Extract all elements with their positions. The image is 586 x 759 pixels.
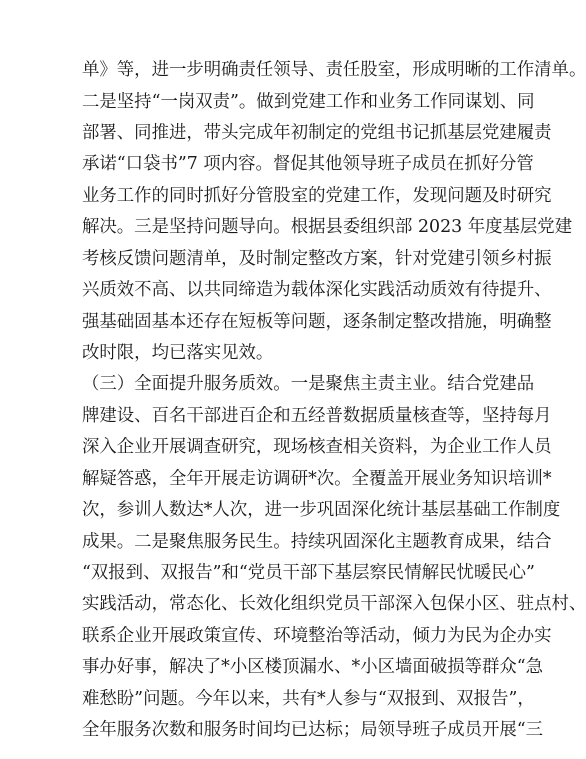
text-line: 全年服务次数和服务时间均已达标；局领导班子成员开展“三 <box>82 720 544 740</box>
text-line: 业务工作的同时抓好分管股室的党建工作，发现问题及时研究 <box>82 186 552 206</box>
text-line: 成果。二是聚焦服务民生。持续巩固深化主题教育成果，结合 <box>82 532 552 552</box>
text-line: 实践活动，常态化、长效化组织党员干部深入包保小区、驻点村、 <box>82 594 586 614</box>
text-line: 改时限，均已落实见效。 <box>82 343 274 363</box>
text-line: 部署、同推进，带头完成年初制定的党组书记抓基层党建履责 <box>82 123 552 143</box>
text-line: 难愁盼”问题。今年以来，共有*人参与“双报到、双报告”， <box>82 689 535 709</box>
text-line: 联系企业开展政策宣传、环境整治等活动，倾力为民为企办实 <box>82 626 552 646</box>
text-line: 二是坚持“一岗双责”。做到党建工作和业务工作同谋划、同 <box>82 92 535 112</box>
text-line: 强基础固基本还存在短板等问题，逐条制定整改措施，明确整 <box>82 312 552 332</box>
text-line: 次，参训人数达*人次，进一步巩固深化统计基层基础工作制度 <box>82 500 561 520</box>
text-line: 解疑答惑，全年开展走访调研*次。全覆盖开展业务知识培训* <box>82 469 552 489</box>
text-line: 解决。三是坚持问题导向。根据县委组织部 2023 年度基层党建 <box>82 217 573 237</box>
text-line: 承诺“口袋书”7 项内容。督促其他领导班子成员在抓好分管 <box>82 154 534 174</box>
text-line: “双报到、双报告”和“党员干部下基层察民情解民忧暖民心” <box>82 563 535 583</box>
text-line: 事办好事，解决了*小区楼顶漏水、*小区墙面破损等群众“急 <box>82 657 544 677</box>
text-line: 兴质效不高、以共同缔造为载体深化实践活动质效有待提升、 <box>82 280 552 300</box>
text-line: 牌建设、百名干部进百企和五经普数据质量核查等，坚持每月 <box>82 406 552 426</box>
section-heading-line: （三）全面提升服务质效。一是聚焦主责主业。结合党建品 <box>82 374 535 394</box>
text-line: 考核反馈问题清单，及时制定整改方案，针对党建引领乡村振 <box>82 249 552 269</box>
text-line: 深入企业开展调查研究，现场核查相关资料，为企业工作人员 <box>82 437 552 457</box>
text-line: 单》等，进一步明确责任领导、责任股室，形成明晰的工作清单。 <box>82 60 586 80</box>
